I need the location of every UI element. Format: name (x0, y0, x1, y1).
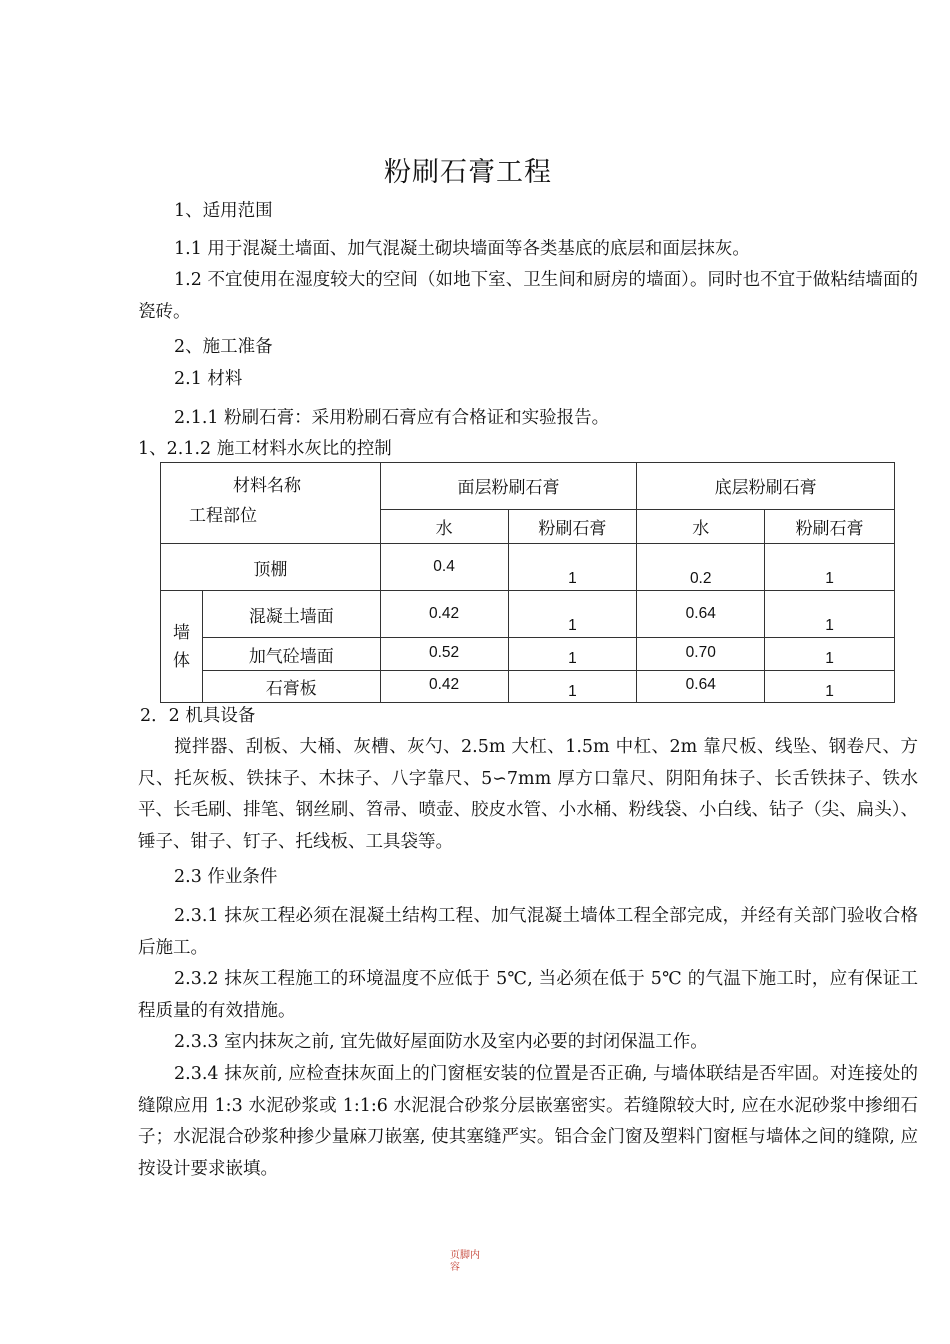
cell-value: 1 (765, 671, 895, 703)
cell-value: 1 (765, 591, 895, 638)
cell-value: 0.42 (380, 591, 508, 638)
subheader-water: 水 (637, 509, 765, 543)
header-surface-plaster: 面层粉刷石膏 (380, 463, 637, 510)
clause-2-3-3: 2.3.3 室内抹灰之前, 宜先做好屋面防水及室内必要的封闭保温工作。 (174, 1032, 708, 1052)
cell-value: 1 (765, 638, 895, 671)
cell-value: 0.42 (380, 671, 508, 703)
row-label: 石膏板 (202, 671, 380, 703)
corner-material-label: 材料名称 (233, 476, 301, 496)
page-title: 粉刷石膏工程 (384, 157, 552, 188)
clause-1-1: 1.1 用于混凝土墙面、加气混凝土砌块墙面等各类基底的底层和面层抹灰。 (174, 239, 750, 259)
table-row (161, 671, 895, 703)
clause-1-2: 1.2 不宜使用在湿度较大的空间（如地下室、卫生间和厨房的墙面）。同时也不宜于做粘结墙面的瓷砖。 (138, 270, 918, 322)
wall-group-text: 墙体 (172, 622, 190, 671)
corner-location-label: 工程部位 (189, 506, 257, 526)
cell-value: 0.4 (380, 544, 508, 591)
cell-value: 0.2 (637, 544, 765, 591)
clause-2-1-1: 2.1.1 粉刷石膏：采用粉刷石膏应有合格证和实验报告。 (174, 408, 610, 428)
row-label: 混凝土墙面 (202, 591, 380, 638)
clause-2-2: 2．2 机具设备 (140, 706, 256, 726)
clause-2-3-1: 2.3.1 抹灰工程必须在混凝土结构工程、加气混凝土墙体工程全部完成，并经有关部门验收合格后施工。 (138, 906, 918, 958)
cell-value: 0.70 (637, 638, 765, 671)
header-base-plaster: 底层粉刷石膏 (637, 463, 895, 510)
cell-value: 1 (508, 638, 637, 671)
section-2-heading: 2、施工准备 (174, 337, 273, 357)
clause-2-1: 2.1 材料 (174, 369, 243, 389)
subheader-plaster: 粉刷石膏 (508, 509, 637, 543)
page-footer (0, 1250, 936, 1274)
table-row (161, 544, 895, 591)
clause-2-3-4: 2.3.4 抹灰前, 应检查抹灰面上的门窗框安装的位置是否正确, 与墙体联结是否牢固。对连接处的缝隙应用 1:3 水泥砂浆或 1:1:6 水泥混合砂浆分层嵌塞密实。若缝隙较大时, 应在水泥砂浆中掺细石子；水泥混合砂浆种掺少量麻刀嵌塞, 使其塞缝严实。铝合金门窗及塑料门窗框与墙体之间的缝隙, 应按设计要求嵌填。 (138, 1064, 918, 1179)
cell-value: 1 (508, 671, 637, 703)
table-row (161, 591, 895, 638)
subheader-plaster: 粉刷石膏 (765, 509, 895, 543)
row-label: 顶棚 (161, 544, 381, 591)
table-row (161, 638, 895, 671)
table-caption: 1、2.1.2 施工材料水灰比的控制 (138, 439, 392, 459)
clause-2-3: 2.3 作业条件 (174, 867, 278, 887)
table-corner-header (161, 463, 381, 544)
cell-value: 1 (765, 544, 895, 591)
cell-value: 0.52 (380, 638, 508, 671)
clause-2-3-2: 2.3.2 抹灰工程施工的环境温度不应低于 5℃, 当必须在低于 5℃ 的气温下施工时，应有保证工程质量的有效措施。 (138, 969, 918, 1021)
cell-value: 0.64 (637, 591, 765, 638)
cell-value: 0.64 (637, 671, 765, 703)
cell-value: 1 (508, 544, 637, 591)
footer-text: 页脚内容 (450, 1250, 480, 1273)
section-1-heading: 1、适用范围 (174, 201, 273, 221)
clause-2-2-body: 搅拌器、刮板、大桶、灰槽、灰勺、2.5m 大杠、1.5m 中杠、2m 靠尺板、线坠、钢卷尺、方尺、托灰板、铁抹子、木抹子、八字靠尺、5∽7mm 厚方口靠尺、阴阳角抹子、长舌铁抹子、铁水平、长毛刷、排笔、钢丝刷、笤帚、喷壶、胶皮水管、小水桶、粉线袋、小白线、钻子（尖、扁头）、锤子、钳子、钉子、托线板、工具袋等。 (138, 737, 918, 852)
water-ratio-table (160, 462, 895, 703)
subheader-water: 水 (380, 509, 508, 543)
row-label: 加气砼墙面 (202, 638, 380, 671)
cell-value: 1 (508, 591, 637, 638)
wall-group-label (161, 591, 203, 703)
